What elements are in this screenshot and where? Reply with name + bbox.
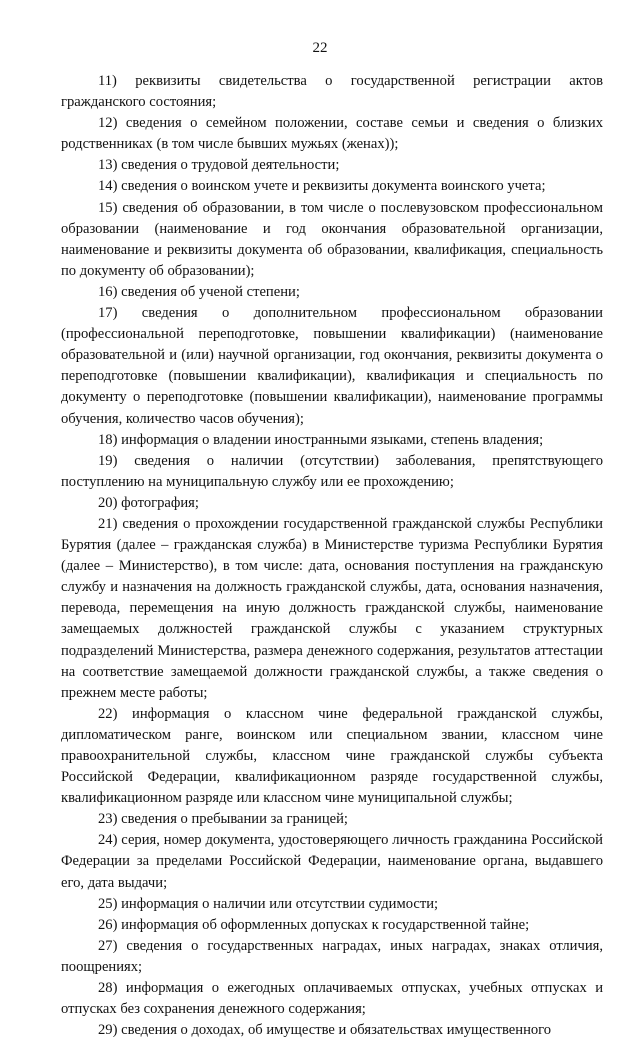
list-item-12: 12) сведения о семейном положении, составе семьи и сведения о близких родственниках (в том числе бывших мужьях (женах)); bbox=[61, 115, 603, 153]
list-item-14: 14) сведения о воинском учете и реквизиты документа воинского учета; bbox=[98, 178, 546, 195]
list-item-21: 21) сведения о прохождении государственной гражданской службы Республики Бурятия (далее – гражданская служба) в Министерстве туризма Республики Бурятия (далее – Министерство), в том числе: дата, основания поступления на гражданскую службу и назначения на должность гражданской службы, дата, основания назначения, перевода, перемещения на иную должность гражданской службы, наименование замещаемых должностей гражданской службы с указанием структурных подразделений Министерства, размера денежного содержания, результатов аттестации на соответствие замещаемой должности гражданской службы, а также сведения о прежнем месте работы; bbox=[61, 515, 603, 701]
list-item-27: 27) сведения о государственных наградах, иных наградах, знаках отличия, поощрениях; bbox=[61, 937, 603, 975]
page-number: 22 bbox=[312, 40, 328, 56]
list-item-19: 19) сведения о наличии (отсутствии) заболевания, препятствующего поступлению на муниципальную службу или ее прохождению; bbox=[61, 452, 603, 490]
list-item-13: 13) сведения о трудовой деятельности; bbox=[98, 157, 340, 174]
list-item-23: 23) сведения о пребывании за границей; bbox=[98, 811, 348, 828]
list-item-28: 28) информация о ежегодных оплачиваемых отпусках, учебных отпусках и отпусках без сохранения денежного содержания; bbox=[61, 980, 603, 1018]
list-item-26: 26) информация об оформленных допусках к государственной тайне; bbox=[98, 916, 530, 933]
list-item-11: 11) реквизиты свидетельства о государственной регистрации актов гражданского состояния; bbox=[61, 73, 603, 111]
document-body bbox=[61, 71, 603, 1041]
list-item-15: 15) сведения об образовании, в том числе о послевузовском профессиональном образовании (наименование и год окончания образовательной организации, наименование и реквизиты документа об образовании, квалификация, специальность по документу об образовании); bbox=[61, 199, 603, 279]
list-item-16: 16) сведения об ученой степени; bbox=[98, 283, 300, 300]
list-item-24: 24) серия, номер документа, удостоверяющего личность гражданина Российской Федерации за пределами Российской Федерации, наименование органа, выдавшего его, дата выдачи; bbox=[61, 832, 603, 891]
list-item-17: 17) сведения о дополнительном профессиональном образовании (профессиональной переподготовке, повышении квалификации) (наименование образовательной и (или) научной организации, год окончания, реквизиты документа о переподготовке (повышении квалификации), квалификация и специальность по документу о переподготовке (повышении квалификации), наименование программы обучения, количество часов обучения); bbox=[61, 305, 603, 427]
list-item-20: 20) фотография; bbox=[98, 494, 199, 511]
list-item-29: 29) сведения о доходах, об имуществе и обязательствах имущественного bbox=[98, 1022, 552, 1039]
list-item-18: 18) информация о владении иностранными языками, степень владения; bbox=[98, 431, 544, 448]
list-item-22: 22) информация о классном чине федеральной гражданской службы, дипломатическом ранге, воинском или специальном звании, классном чине правоохранительной службы, классном чине гражданской службы субъекта Российской Федерации, квалификационном разряде государственной службы, квалификационном разряде или классном чине муниципальной службы; bbox=[61, 705, 603, 807]
list-item-25: 25) информация о наличии или отсутствии судимости; bbox=[98, 895, 439, 912]
